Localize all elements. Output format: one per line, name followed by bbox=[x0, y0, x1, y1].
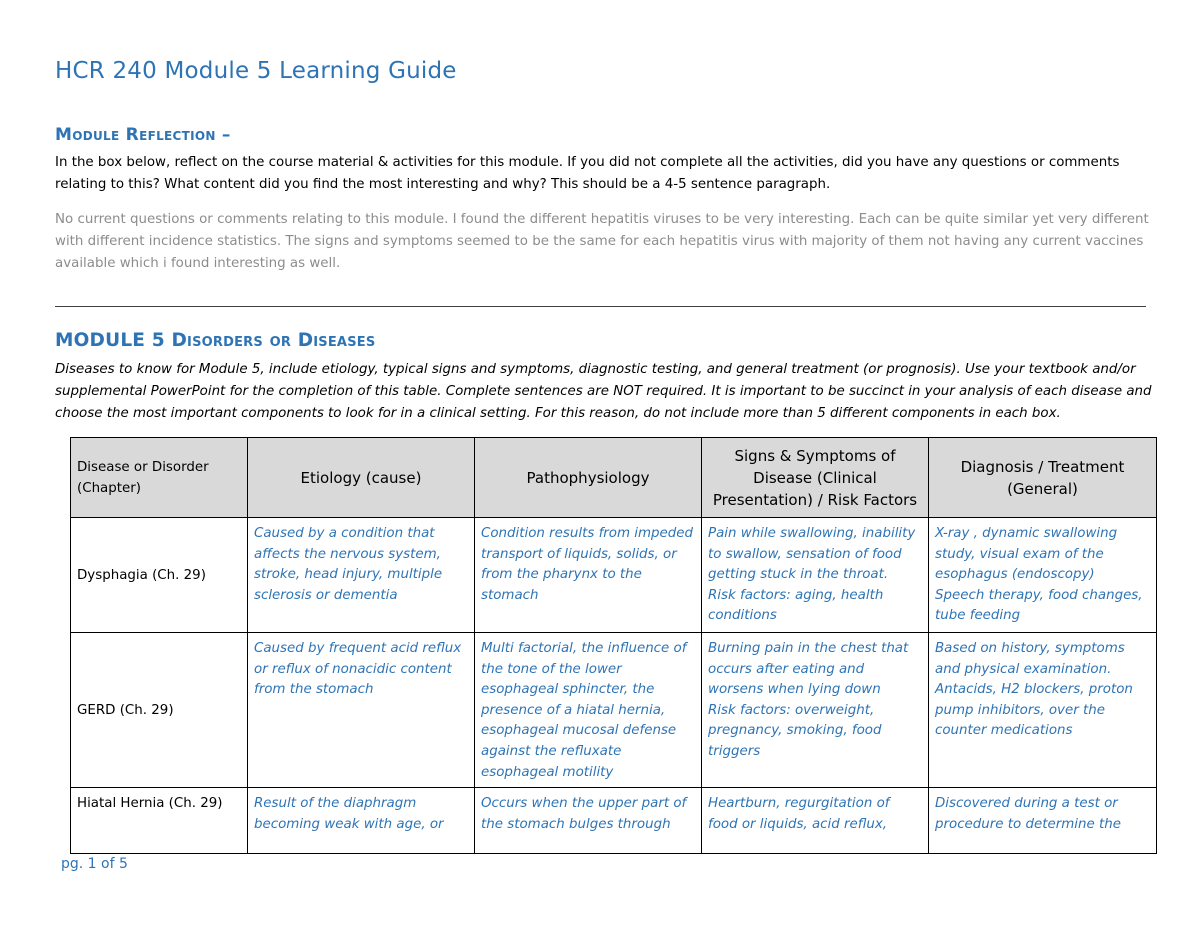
reflection-prompt: In the box below, reflect on the course material & activities for this module. If you did not complete all the activities, did you have any questions or comments relating to this? What content did you find the most interesting and why? This should be a 4-5 sentence paragraph. bbox=[55, 155, 1120, 192]
table-row bbox=[71, 788, 1157, 854]
table-row bbox=[71, 518, 1157, 633]
diseases-heading: MODULE 5 Disorders or Diseases bbox=[55, 330, 376, 351]
page-title: HCR 240 Module 5 Learning Guide bbox=[55, 58, 457, 84]
diseases-instructions: Diseases to know for Module 5, include etiology, typical signs and symptoms, diagnostic testing, and general treatment (or prognosis). Use your textbook and/or supplemental PowerPoint for the completion of this table. Complete sentences are NOT required. It is important to be succinct in your analysis of each disease and choose the most important components to look for in a clinical setting. For this reason, do not include more than 5 different components in each box. bbox=[55, 362, 1152, 421]
page-number: pg. 1 of 5 bbox=[61, 856, 128, 872]
diagnosis-cell: Discovered during a test or procedure to determine the bbox=[929, 788, 1157, 854]
header-diagnosis-treatment: Diagnosis / Treatment (General) bbox=[929, 438, 1157, 518]
pathophysiology-cell: Condition results from impeded transport of liquids, solids, or from the pharynx to the stomach bbox=[475, 518, 702, 633]
header-etiology: Etiology (cause) bbox=[248, 438, 475, 518]
disease-cell: Hiatal Hernia (Ch. 29) bbox=[71, 788, 248, 854]
pathophysiology-cell: Occurs when the upper part of the stomach bulges through bbox=[475, 788, 702, 854]
diagnosis-cell: X-ray , dynamic swallowing study, visual exam of the esophagus (endoscopy) Speech therapy, food changes, tube feeding bbox=[929, 518, 1157, 633]
header-disease: Disease or Disorder (Chapter) bbox=[71, 438, 248, 518]
disease-cell: GERD (Ch. 29) bbox=[71, 633, 248, 788]
header-signs-symptoms: Signs & Symptoms of Disease (Clinical Presentation) / Risk Factors bbox=[702, 438, 929, 518]
reflection-answer: No current questions or comments relating to this module. I found the different hepatitis viruses to be very interesting. Each can be quite similar yet very different with different incidence statistics. The signs and symptoms seemed to be the same for each hepatitis virus with majority of them not having any current vaccines available which i found interesting as well. bbox=[55, 212, 1149, 271]
etiology-cell: Caused by frequent acid reflux or reflux of nonacidic content from the stomach bbox=[248, 633, 475, 788]
signs-cell: Burning pain in the chest that occurs after eating and worsens when lying down Risk factors: overweight, pregnancy, smoking, food triggers bbox=[702, 633, 929, 788]
header-pathophysiology: Pathophysiology bbox=[475, 438, 702, 518]
diagnosis-cell: Based on history, symptoms and physical examination. Antacids, H2 blockers, proton pump inhibitors, over the counter medications bbox=[929, 633, 1157, 788]
table-row bbox=[71, 633, 1157, 788]
signs-cell: Pain while swallowing, inability to swallow, sensation of food getting stuck in the throat. Risk factors: aging, health conditions bbox=[702, 518, 929, 633]
section-divider bbox=[55, 306, 1146, 307]
disease-cell: Dysphagia (Ch. 29) bbox=[71, 518, 248, 633]
table-header-row bbox=[71, 438, 1157, 518]
etiology-cell: Caused by a condition that affects the nervous system, stroke, head injury, multiple sclerosis or dementia bbox=[248, 518, 475, 633]
reflection-heading: Module Reflection – bbox=[55, 125, 231, 145]
etiology-cell: Result of the diaphragm becoming weak with age, or bbox=[248, 788, 475, 854]
diseases-table bbox=[70, 437, 1157, 854]
pathophysiology-cell: Multi factorial, the influence of the tone of the lower esophageal sphincter, the presence of a hiatal hernia, esophageal mucosal defense against the refluxate esophageal motility bbox=[475, 633, 702, 788]
signs-cell: Heartburn, regurgitation of food or liquids, acid reflux, bbox=[702, 788, 929, 854]
